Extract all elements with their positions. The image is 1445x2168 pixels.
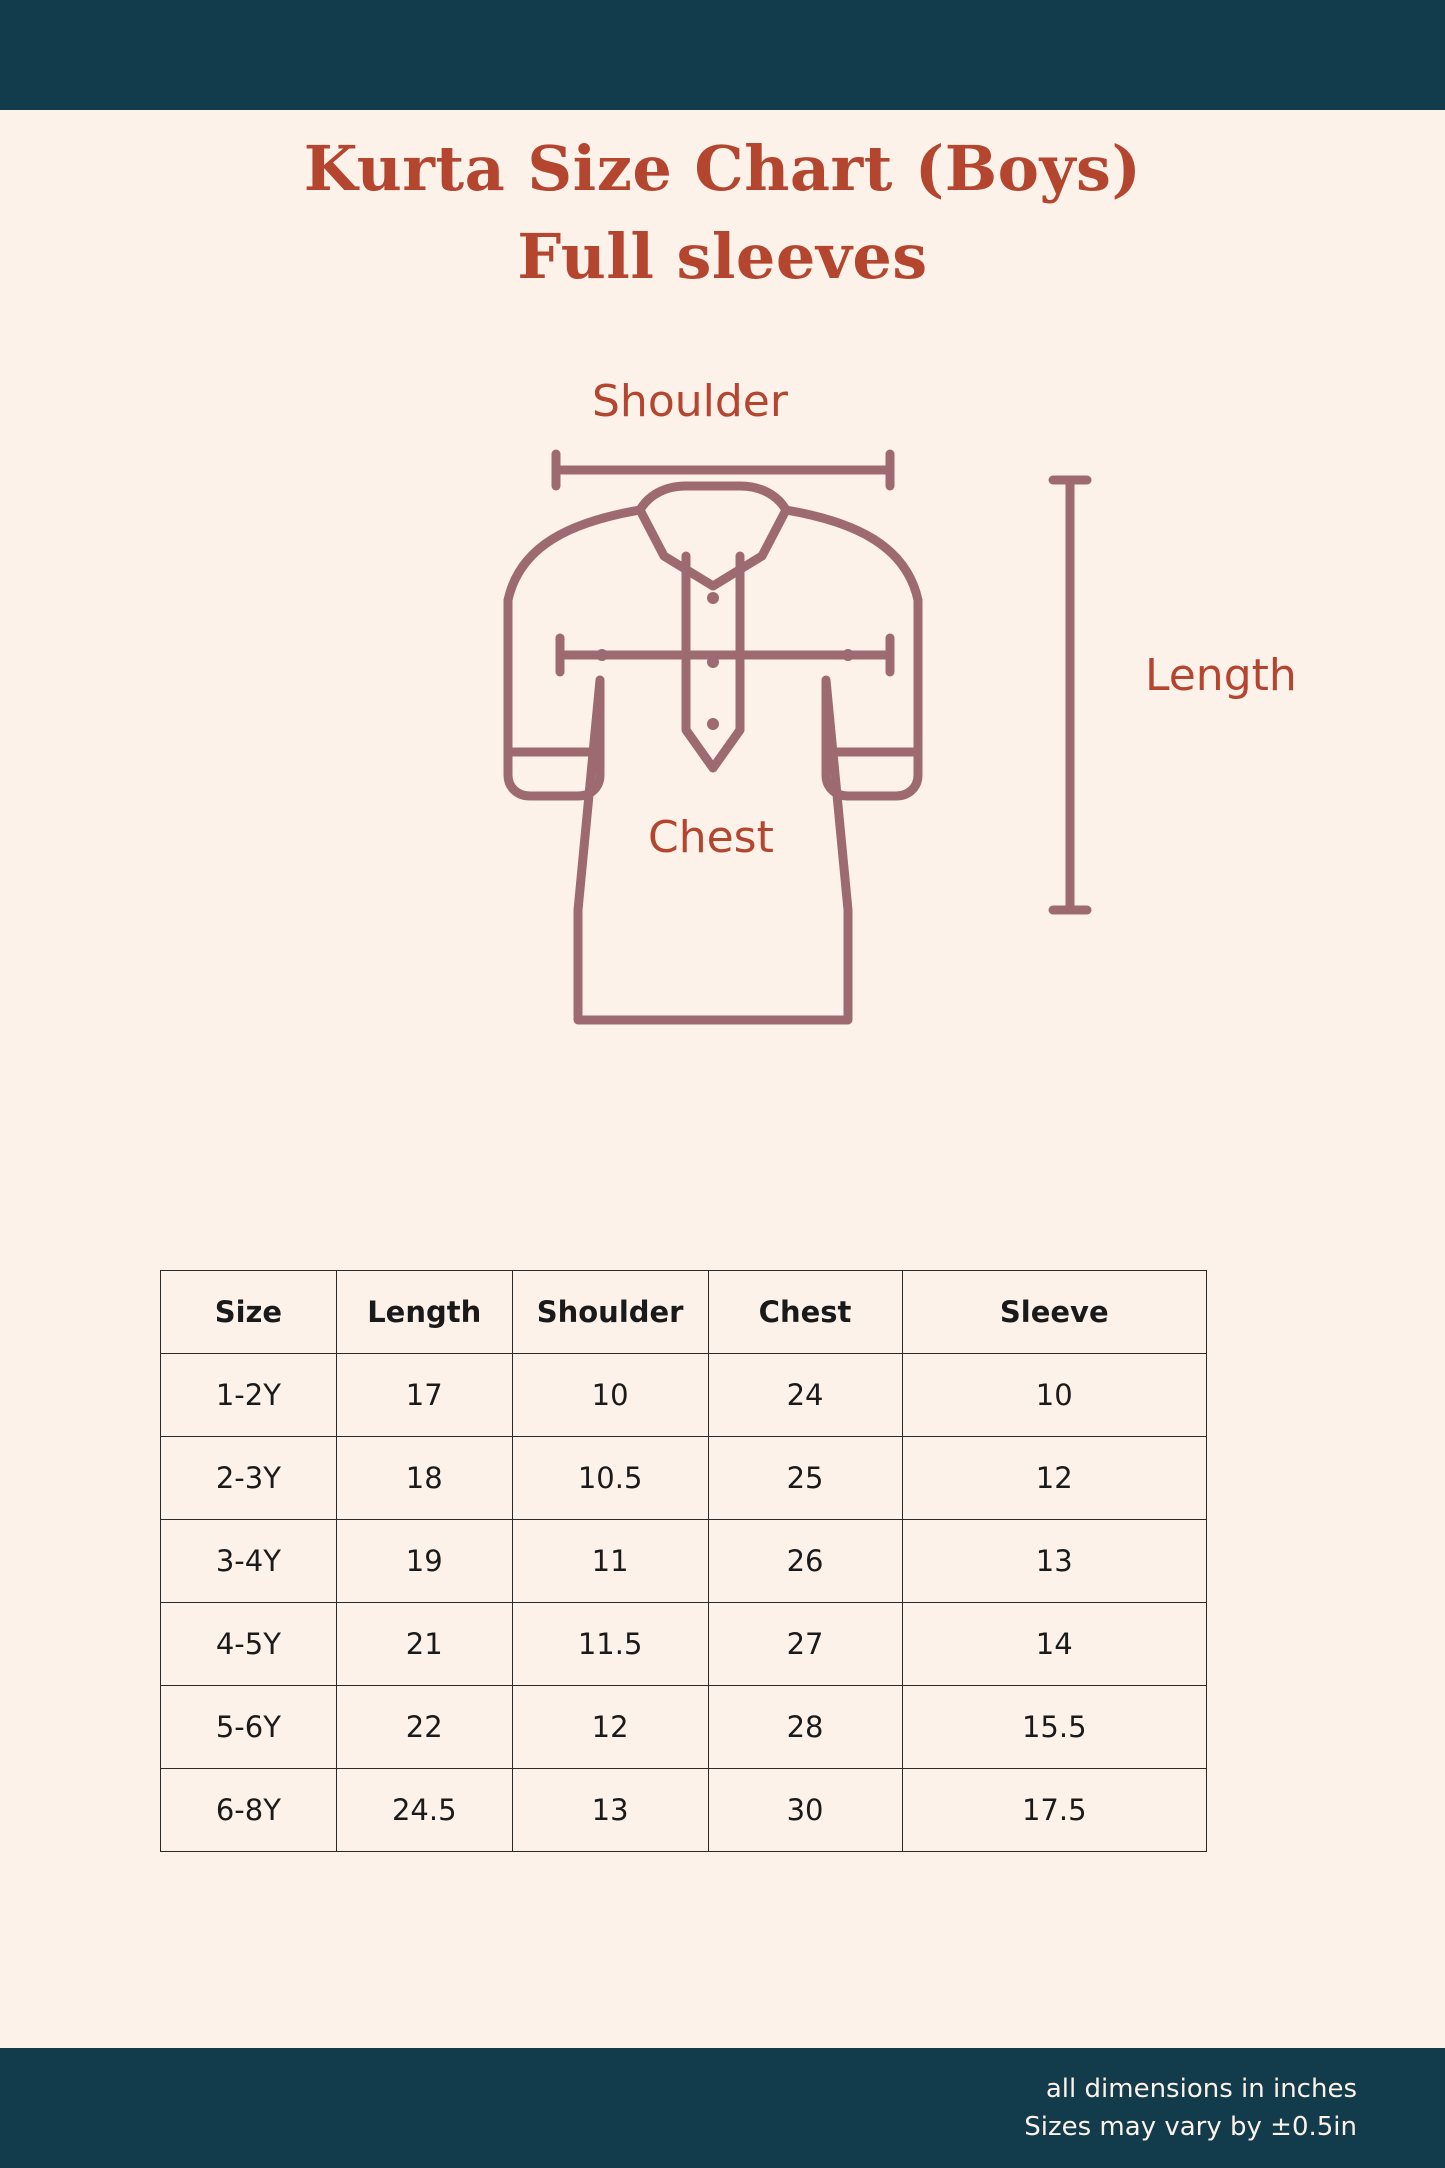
page-title [0, 125, 1445, 301]
cell-size: 1-2Y [161, 1354, 337, 1437]
table-row [161, 1437, 1207, 1520]
cell-shoulder: 10.5 [512, 1437, 708, 1520]
cell-size: 2-3Y [161, 1437, 337, 1520]
cell-shoulder: 12 [512, 1686, 708, 1769]
length-label: Length [1145, 650, 1297, 701]
cell-sleeve: 13 [902, 1520, 1207, 1603]
page-title-line-2: Full sleeves [517, 220, 928, 293]
footer-note [1024, 2070, 1357, 2146]
column-header-shoulder: Shoulder [512, 1271, 708, 1354]
chest-label: Chest [648, 812, 774, 863]
cell-size: 3-4Y [161, 1520, 337, 1603]
cell-chest: 25 [708, 1437, 902, 1520]
cell-chest: 28 [708, 1686, 902, 1769]
shoulder-label: Shoulder [592, 376, 788, 427]
column-header-sleeve: Sleeve [902, 1271, 1207, 1354]
footer-note-line-2: Sizes may vary by ±0.5in [1024, 2112, 1357, 2142]
cell-length: 18 [336, 1437, 512, 1520]
cell-shoulder: 10 [512, 1354, 708, 1437]
column-header-length: Length [336, 1271, 512, 1354]
cell-chest: 30 [708, 1769, 902, 1852]
top-banner-bar [0, 0, 1445, 110]
kurta-illustration-icon [0, 350, 1445, 1150]
cell-size: 5-6Y [161, 1686, 337, 1769]
table-row [161, 1520, 1207, 1603]
cell-shoulder: 13 [512, 1769, 708, 1852]
cell-shoulder: 11 [512, 1520, 708, 1603]
cell-length: 22 [336, 1686, 512, 1769]
cell-length: 17 [336, 1354, 512, 1437]
page-title-line-1: Kurta Size Chart (Boys) [303, 132, 1142, 205]
cell-size: 6-8Y [161, 1769, 337, 1852]
cell-chest: 24 [708, 1354, 902, 1437]
cell-sleeve: 12 [902, 1437, 1207, 1520]
kurta-diagram [0, 350, 1445, 1150]
column-header-size: Size [161, 1271, 337, 1354]
table-row [161, 1603, 1207, 1686]
cell-shoulder: 11.5 [512, 1603, 708, 1686]
cell-length: 21 [336, 1603, 512, 1686]
footer-note-line-1: all dimensions in inches [1045, 2074, 1357, 2104]
size-table [160, 1270, 1207, 1852]
cell-sleeve: 17.5 [902, 1769, 1207, 1852]
cell-sleeve: 10 [902, 1354, 1207, 1437]
table-row [161, 1769, 1207, 1852]
cell-chest: 26 [708, 1520, 902, 1603]
cell-length: 24.5 [336, 1769, 512, 1852]
cell-length: 19 [336, 1520, 512, 1603]
cell-size: 4-5Y [161, 1603, 337, 1686]
table-header-row [161, 1271, 1207, 1354]
table-row [161, 1354, 1207, 1437]
column-header-chest: Chest [708, 1271, 902, 1354]
cell-chest: 27 [708, 1603, 902, 1686]
table-row [161, 1686, 1207, 1769]
cell-sleeve: 15.5 [902, 1686, 1207, 1769]
cell-sleeve: 14 [902, 1603, 1207, 1686]
